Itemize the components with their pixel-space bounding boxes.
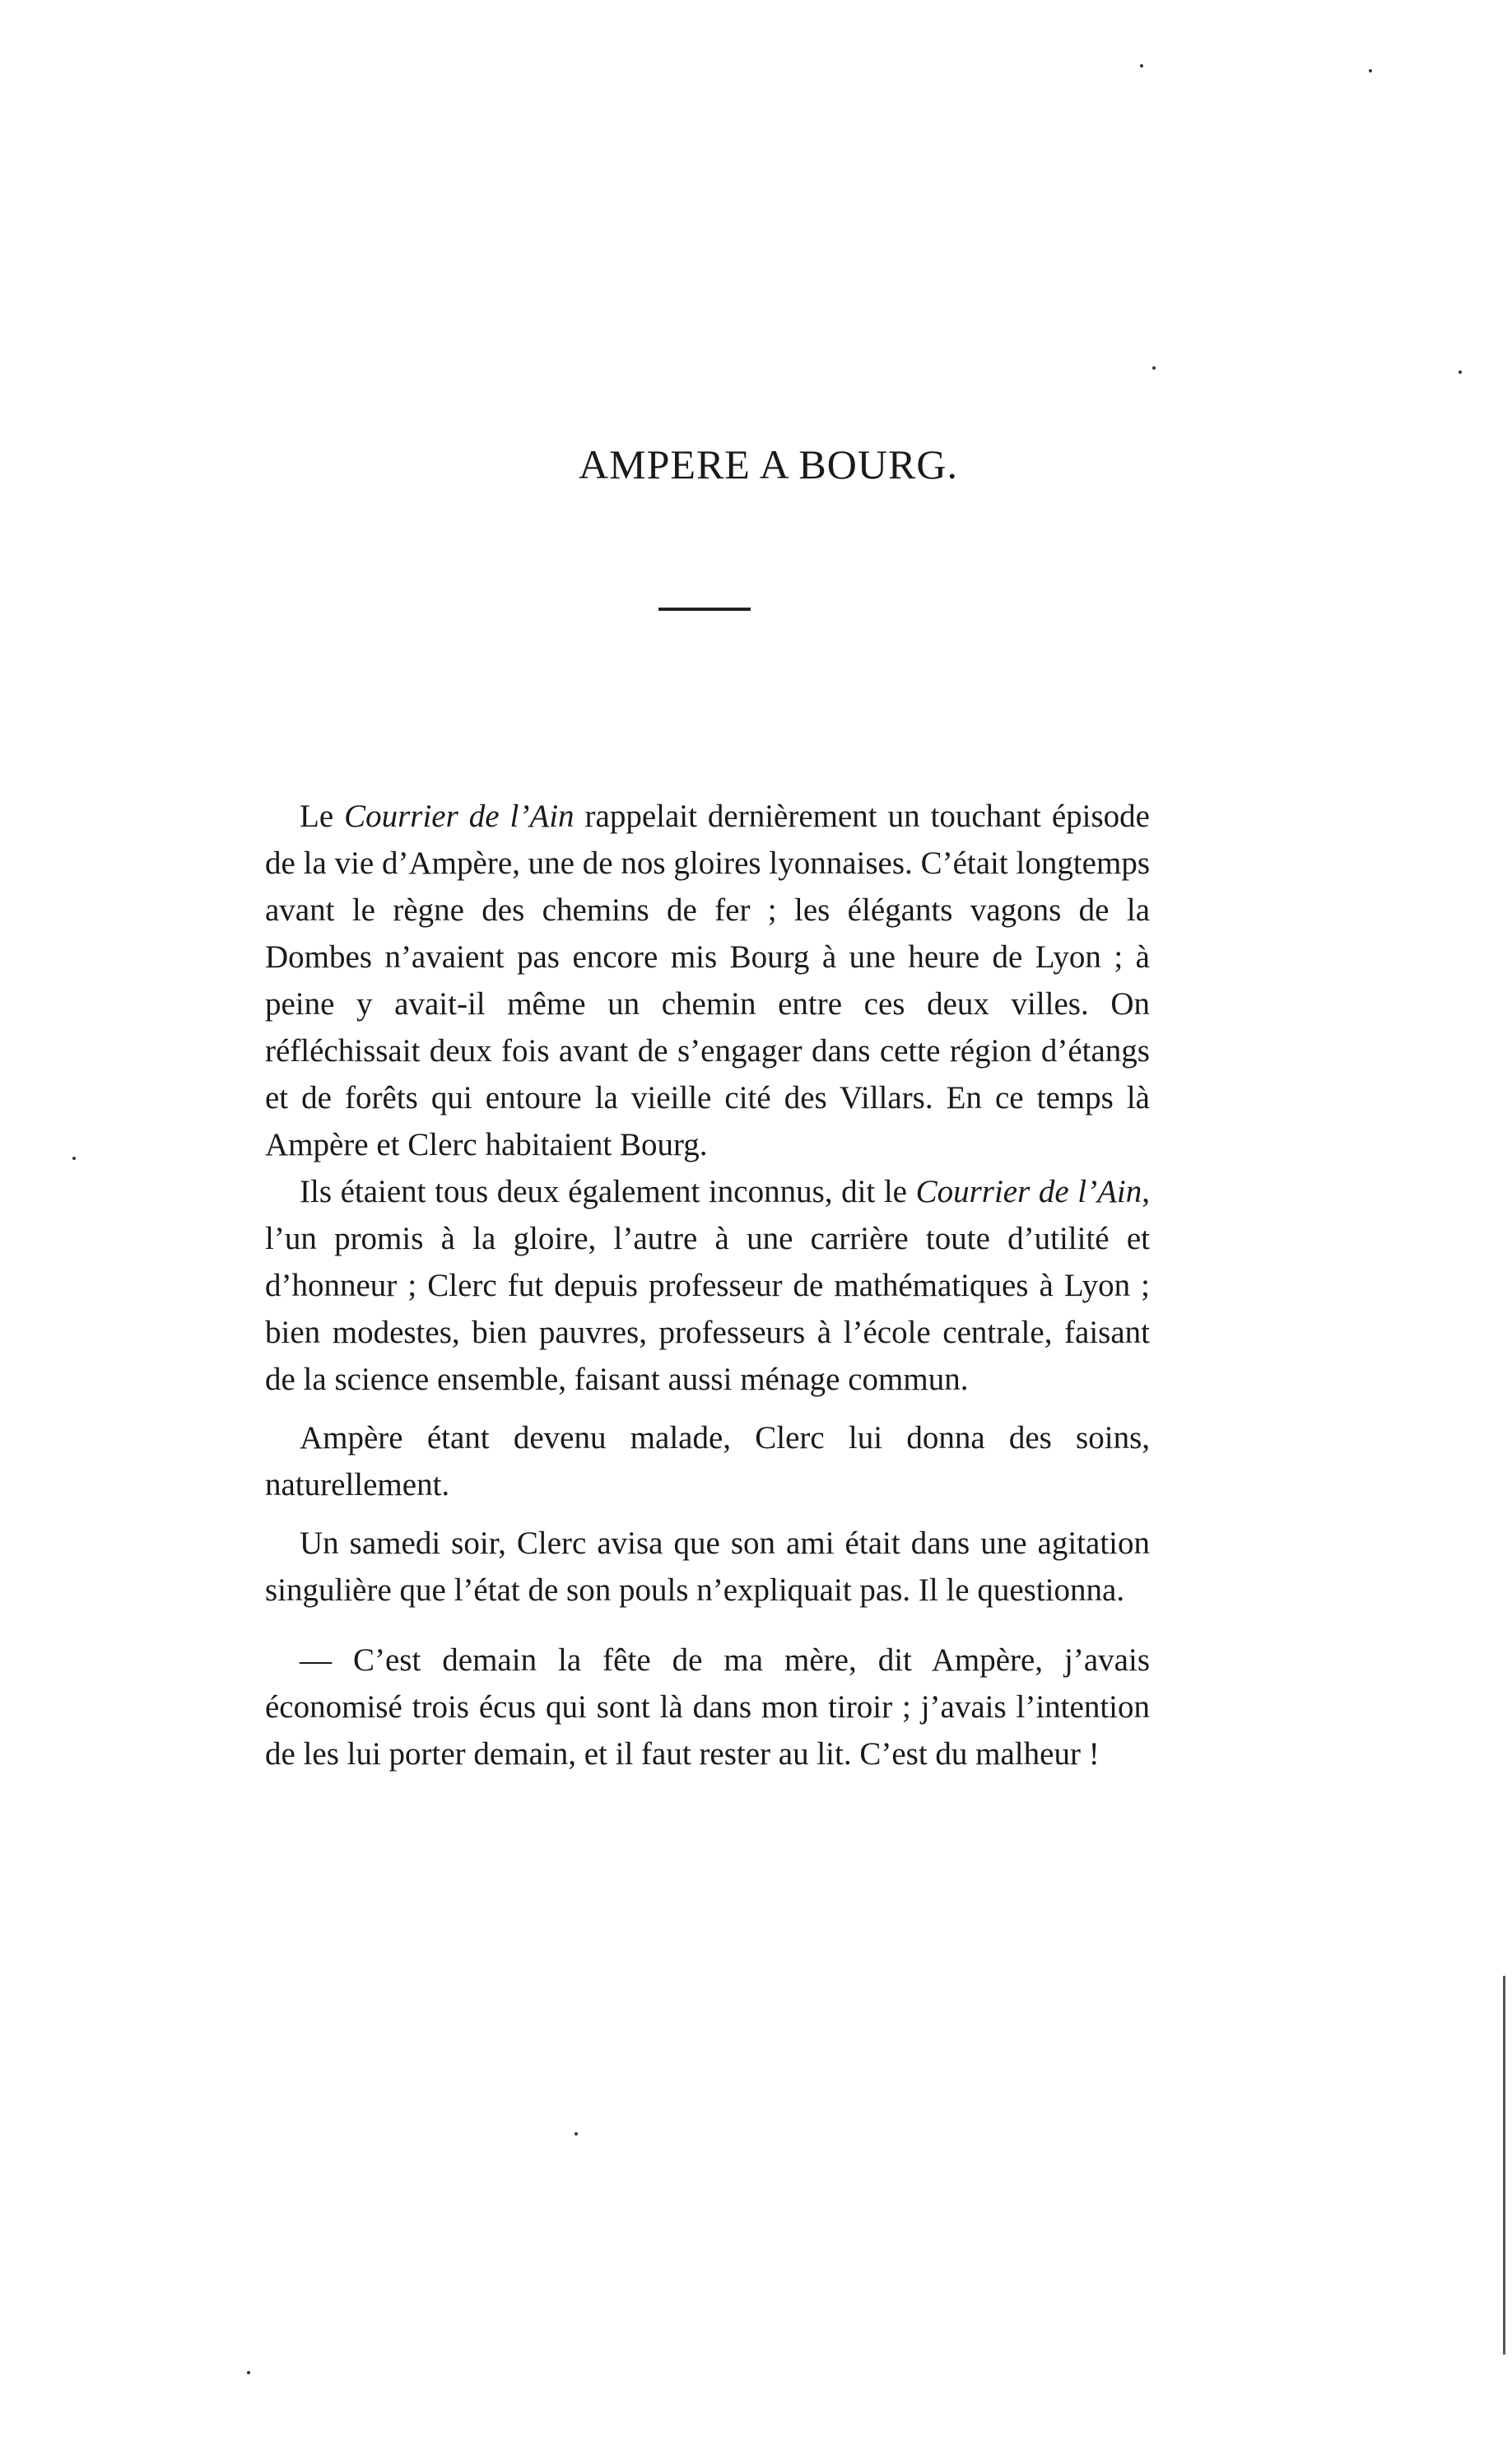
margin-speck — [1152, 366, 1156, 370]
paragraph-4 — [265, 1520, 1150, 1614]
chapter-title: AMPERE A BOURG. — [579, 441, 958, 487]
margin-speck — [1369, 69, 1372, 72]
paragraph-5-run-1: — C’est demain la fête de ma mère, dit Ampère, j’avais économisé trois écus qui sont là dans mon tiroir ; j’avais l’intention de les lui porter demain, et il faut rester au lit. C’est du malheur ! — [265, 1642, 1150, 1772]
paragraph-1-run-1: Le — [300, 799, 345, 834]
title-rule — [658, 608, 751, 611]
margin-speck — [1458, 370, 1462, 374]
paragraph-5 — [265, 1637, 1150, 1777]
margin-speck — [575, 2132, 578, 2136]
margin-speck — [247, 2371, 250, 2374]
paragraph-2-run-2-italic: Courrier de l’Ain — [915, 1174, 1142, 1209]
page-edge-line — [1503, 1976, 1505, 2355]
paragraph-3 — [265, 1414, 1150, 1508]
margin-speck — [72, 1157, 76, 1160]
paragraph-1-run-2-italic: Courrier de l’Ain — [344, 799, 575, 834]
paragraph-4-run-1: Un samedi soir, Clerc avisa que son ami était dans une agitation singulière que l’état de son pouls n’expliquait pas. Il le questionna. — [265, 1525, 1150, 1608]
paragraph-2 — [265, 1168, 1150, 1403]
paragraph-2-run-3: , l’un promis à la gloire, l’autre à une carrière toute d’utilité et d’honneur ; Clerc fut depuis professeur de mathématiques à Lyon ; bien modestes, bien pauvres, professeurs à l’école centrale, faisant de la science ensemble, faisant aussi ménage commun. — [265, 1174, 1150, 1397]
paragraph-1 — [265, 793, 1150, 1168]
paragraph-1-run-3: rappelait dernièrement un touchant épisode de la vie d’Ampère, une de nos gloires lyonnaises. C’était longtemps avant le règne des chemins de fer ; les élégants vagons de la Dombes n’avaient pas encore mis Bourg à une heure de Lyon ; à peine y avait-il même un chemin entre ces deux villes. On réfléchissait deux fois avant de s’engager dans cette région d’étangs et de forêts qui entoure la vieille cité des Villars. En ce temps là Ampère et Clerc habitaient Bourg. — [265, 799, 1150, 1162]
paragraph-2-run-1: Ils étaient tous deux également inconnus, dit le — [300, 1174, 916, 1209]
body-text — [265, 793, 1150, 1777]
paragraph-3-run-1: Ampère étant devenu malade, Clerc lui donna des soins, naturellement. — [265, 1420, 1150, 1502]
margin-speck — [1140, 64, 1143, 68]
